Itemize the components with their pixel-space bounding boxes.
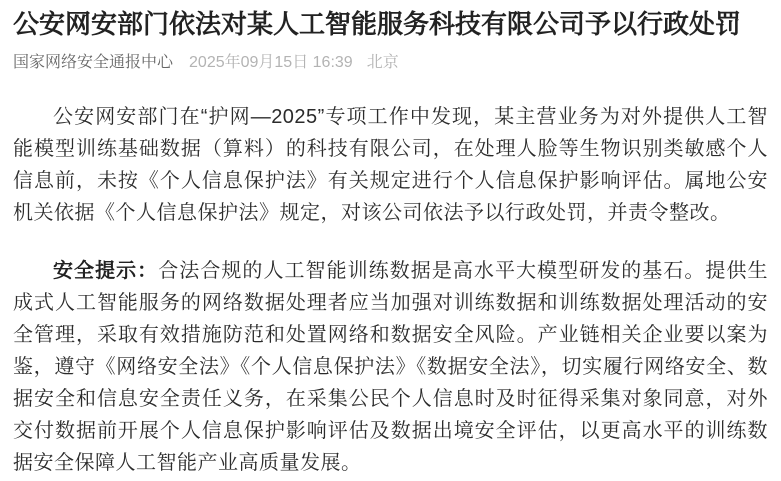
byline <box>13 53 768 73</box>
paragraph-1 <box>13 101 768 229</box>
paragraph-1-text: 公安网安部门在“护网—2025”专项工作中发现，某主营业务为对外提供人工智能模型训练基础数据（算料）的科技有限公司，在处理人脸等生物识别类敏感个人信息前，未按《个人信息保护法》有关规定进行个人信息保护影响评估。属地公安机关依据《个人信息保护法》规定，对该公司依法予以行政处罚，并责令整改。 <box>13 106 768 224</box>
paragraph-2 <box>13 255 768 479</box>
publish-datetime: 2025年09月15日 16:39 <box>189 54 353 71</box>
paragraph-2-text: 合法合规的人工智能训练数据是高水平大模型研发的基石。提供生成式人工智能服务的网络数据处理者应当加强对训练数据和训练数据处理活动的安全管理，采取有效措施防范和处置网络和数据安全风险。产业链相关企业要以案为鉴，遵守《网络安全法》《个人信息保护法》《数据安全法》，切实履行网络安全、数据安全和信息安全责任义务，在采集公民个人信息时及时征得采集对象同意，对外交付数据前开展个人信息保护影响评估及数据出境安全评估，以更高水平的训练数据安全保障人工智能产业高质量发展。 <box>13 260 769 474</box>
publish-location: 北京 <box>366 54 399 71</box>
paragraph-2-lead: 安全提示： <box>53 260 159 282</box>
source-name[interactable]: 国家网络安全通报中心 <box>13 54 174 71</box>
article-title: 公安网安部门依法对某人工智能服务科技有限公司予以行政处罚 <box>13 9 742 39</box>
